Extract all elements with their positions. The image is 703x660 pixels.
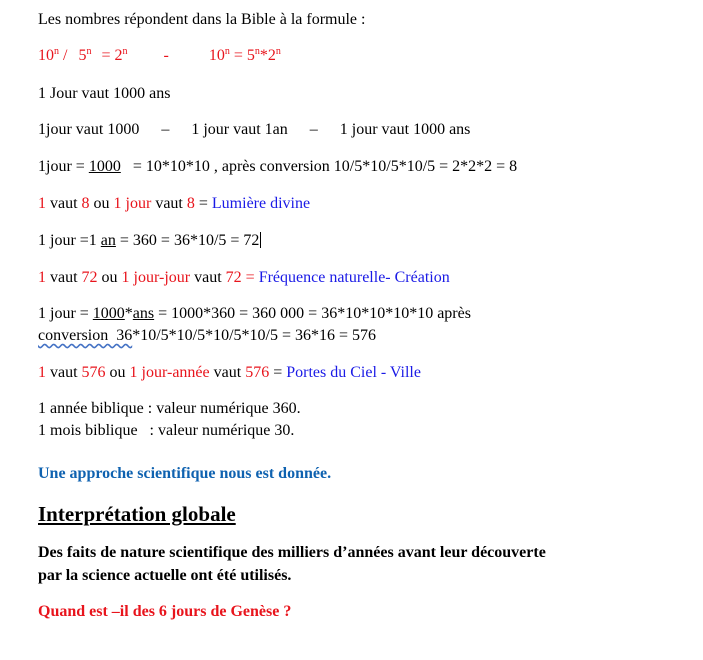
- frequency-line: 1 vaut 72 ou 1 jour-jour vaut 72 = Fréquence naturelle- Création: [38, 269, 450, 286]
- conversion-line-576: 1 jour = 1000*ans = 1000*360 = 360 000 = 36*10*10*10*10 après: [38, 305, 471, 322]
- text-cursor: [260, 232, 261, 248]
- section-heading: Interprétation globale: [38, 502, 236, 526]
- scientific-approach: Une approche scientifique nous est donnée.: [38, 465, 332, 482]
- intro-text: Les nombres répondent dans la Bible à la formule :: [38, 11, 366, 28]
- biblical-year-line: 1 année biblique : valeur numérique 360.: [38, 400, 301, 417]
- formula-line: $10^n / 5^n = 2^n - 10^n = 5^n*2^n$: [38, 46, 281, 64]
- facts-line-2: par la science actuelle ont été utilisés.: [38, 567, 292, 584]
- conversion-line-8: 1jour = 1000 = 10*10*10 , après conversion 10/5*10/5*10/5 = 2*2*2 = 8: [38, 158, 518, 175]
- divine-light-line: 1 vaut 8 ou 1 jour vaut 8 = Lumière divine: [38, 195, 311, 212]
- heaven-gates-line: 1 vaut 576 ou 1 jour-année vaut 576 = Portes du Ciel - Ville: [38, 364, 421, 381]
- conversion-line-72: 1 jour =1 an = 360 = 36*10/5 = 72: [38, 232, 260, 249]
- day-1000-years: 1 Jour vaut 1000 ans: [38, 85, 171, 102]
- facts-line-1: Des faits de nature scientifique des milliers d’années avant leur découverte: [38, 544, 546, 561]
- genesis-question: Quand est –il des 6 jours de Genèse ?: [38, 603, 292, 620]
- biblical-month-line: 1 mois biblique : valeur numérique 30.: [38, 422, 295, 439]
- comparison-line: 1jour vaut 1000 – 1 jour vaut 1an – 1 jour vaut 1000 ans: [38, 121, 471, 138]
- conversion-line-576-cont: conversion 36*10/5*10/5*10/5*10/5 = 36*16 = 576: [38, 327, 377, 344]
